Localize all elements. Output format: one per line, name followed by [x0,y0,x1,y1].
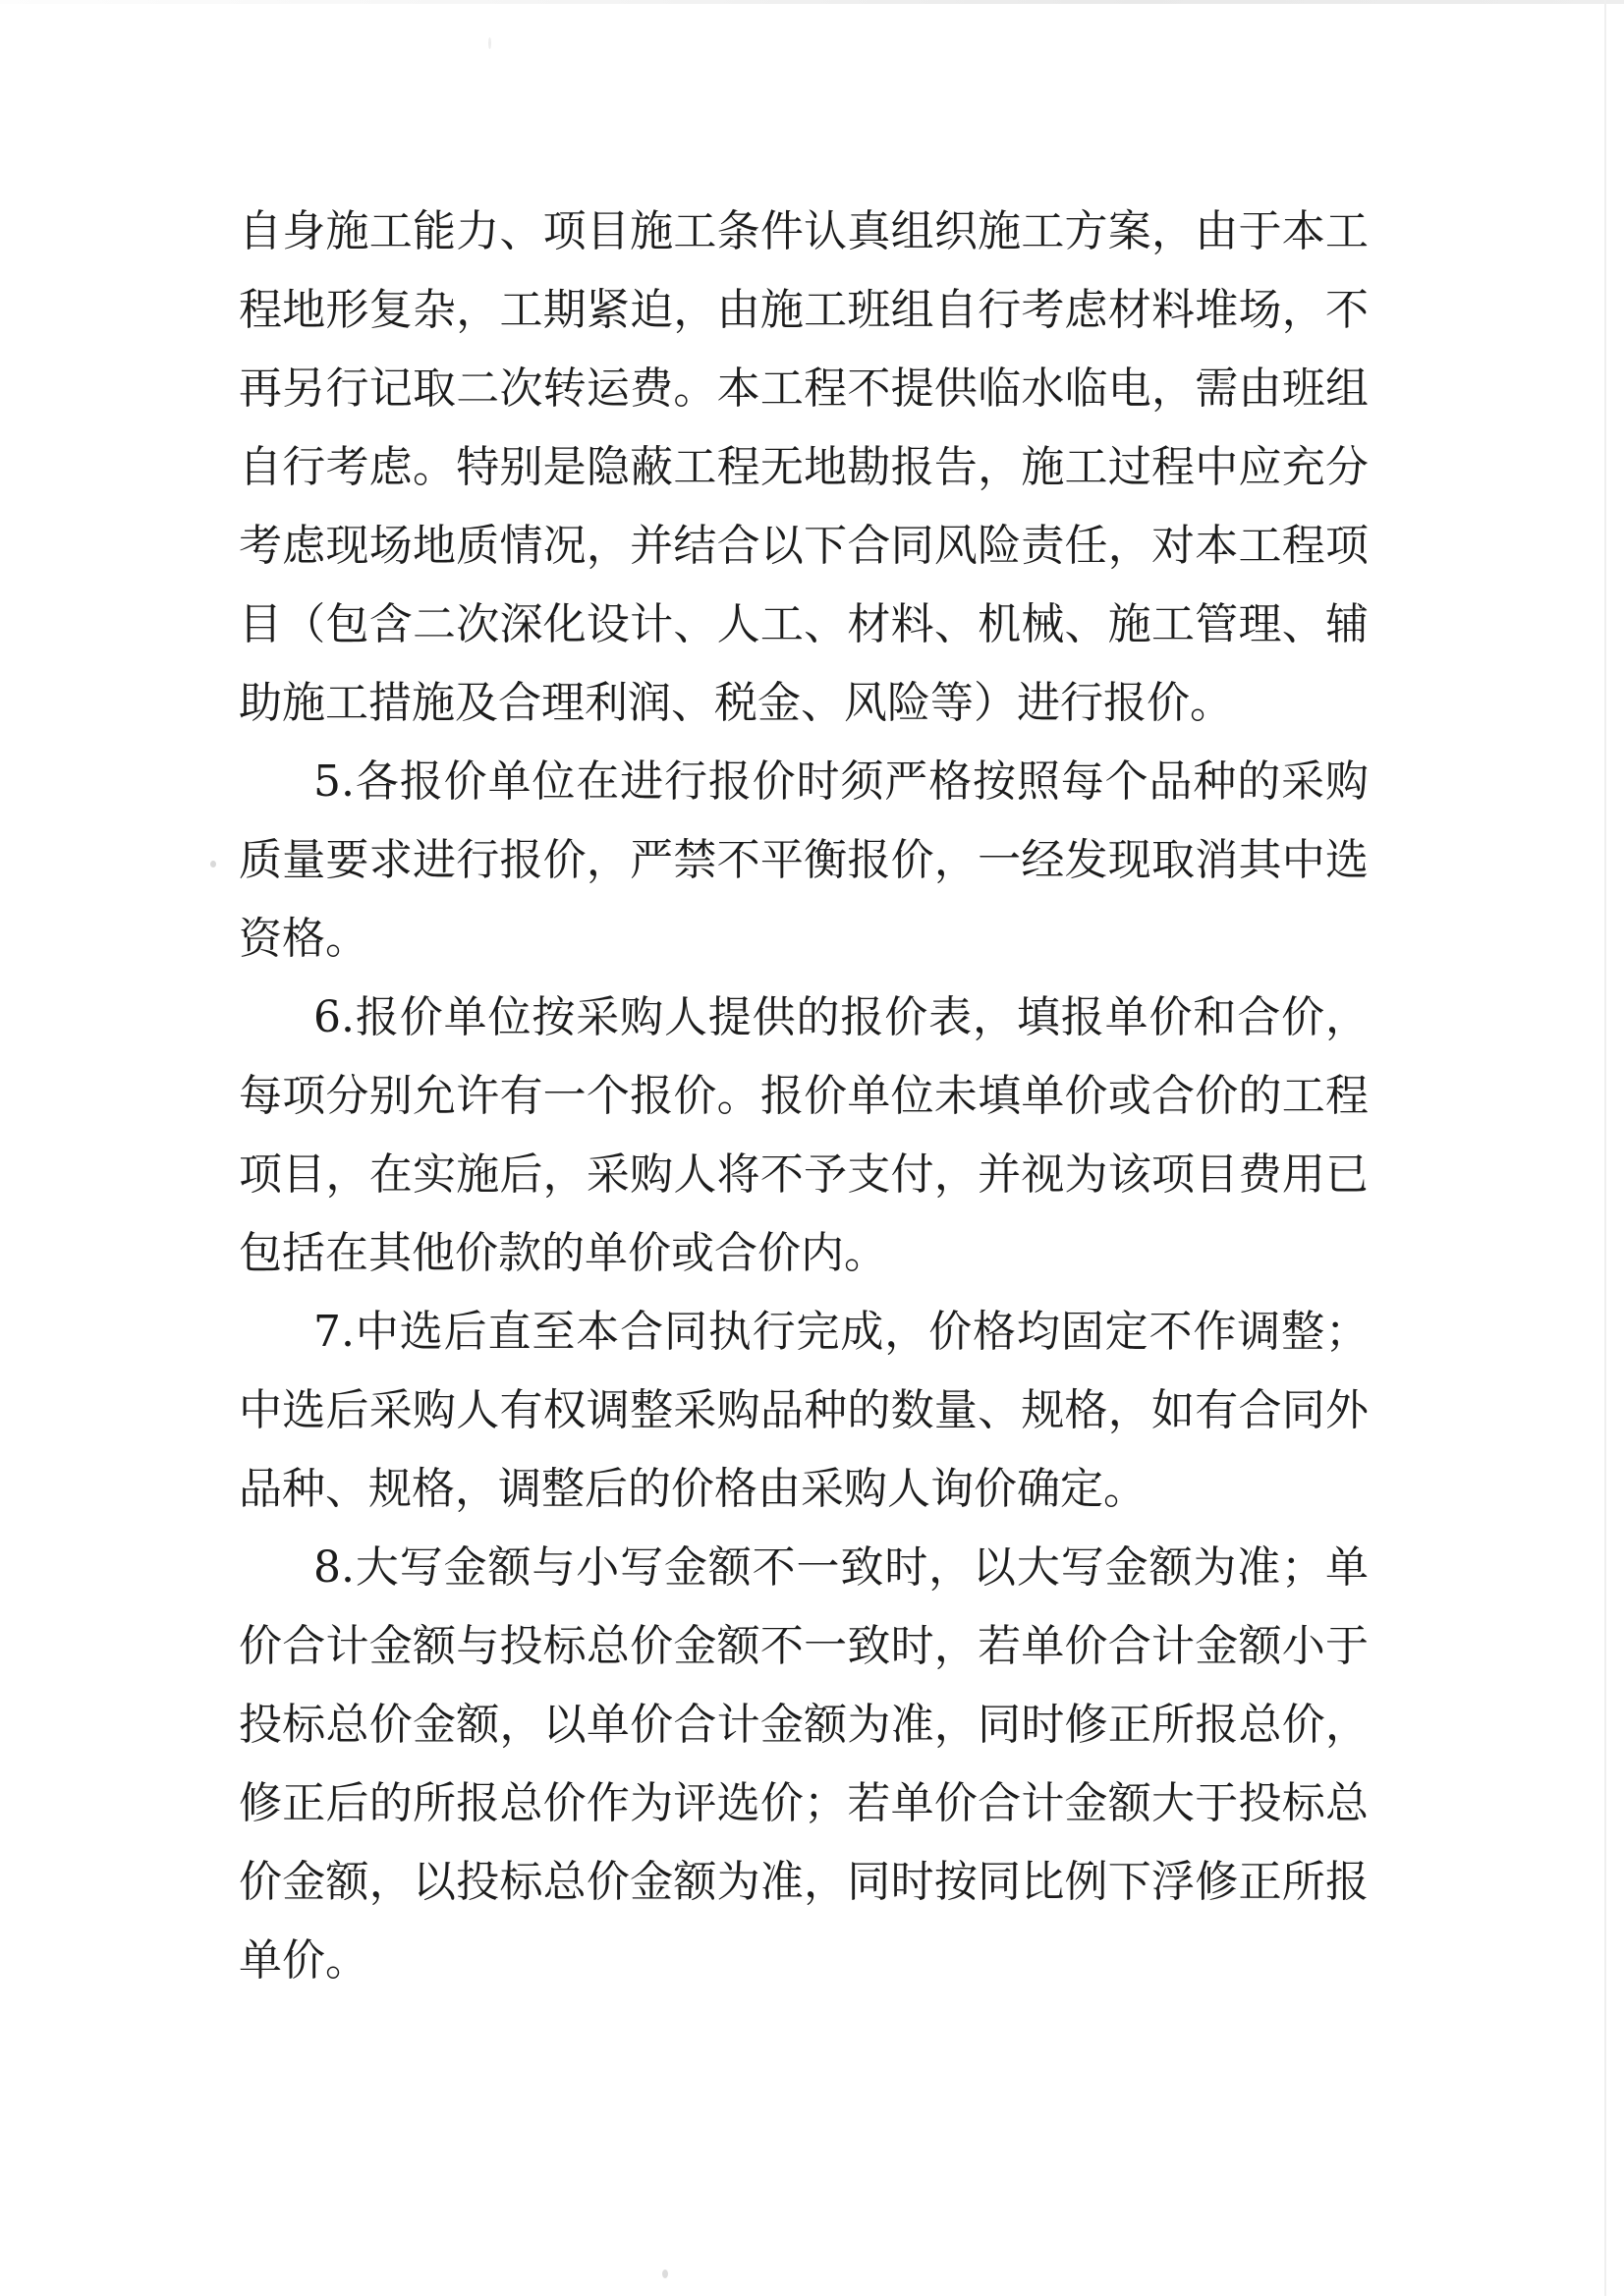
scan-speck [662,2269,668,2278]
clause-item-7: 7.中选后直至本合同执行完成，价格均固定不作调整；中选后采购人有权调整采购品种的数量、规格，如有合同外品种、规格，调整后的价格由采购人询价确定。 [239,1307,1369,1514]
document-text-block [239,193,1369,2000]
clause-item-6: 6.报价单位按采购人提供的报价表，填报单价和合价，每项分别允许有一个报价。报价单位未填单价或合价的工程项目，在实施后，采购人将不予支付，并视为该项目费用已包括在其他价款的单价或合价内。 [239,992,1369,1278]
clause-item-5: 5.各报价单位在进行报价时须严格按照每个品种的采购质量要求进行报价，严禁不平衡报价，一经发现取消其中选资格。 [239,756,1369,964]
paragraph-continuation: 自身施工能力、项目施工条件认真组织施工方案，由于本工程地形复杂，工期紧迫，由施工班组自行考虑材料堆场，不再另行记取二次转运费。本工程不提供临水临电，需由班组自行考虑。特别是隐蔽工程无地勘报告，施工过程中应充分考虑现场地质情况，并结合以下合同风险责任，对本工程项目（包含二次深化设计、人工、材料、机械、施工管理、辅助施工措施及合理利润、税金、风险等）进行报价。 [239,206,1369,728]
clause-item-8: 8.大写金额与小写金额不一致时，以大写金额为准；单价合计金额与投标总价金额不一致时，若单价合计金额小于投标总价金额，以单价合计金额为准，同时修正所报总价，修正后的所报总价作为评选价；若单价合计金额大于投标总价金额，以投标总价金额为准，同时按同比例下浮修正所报单价。 [239,1542,1369,1986]
scan-right-edge-artifact [1604,0,1606,2296]
scan-speck [210,861,216,868]
scan-top-edge-artifact [0,0,1624,4]
scan-speck [488,37,491,49]
